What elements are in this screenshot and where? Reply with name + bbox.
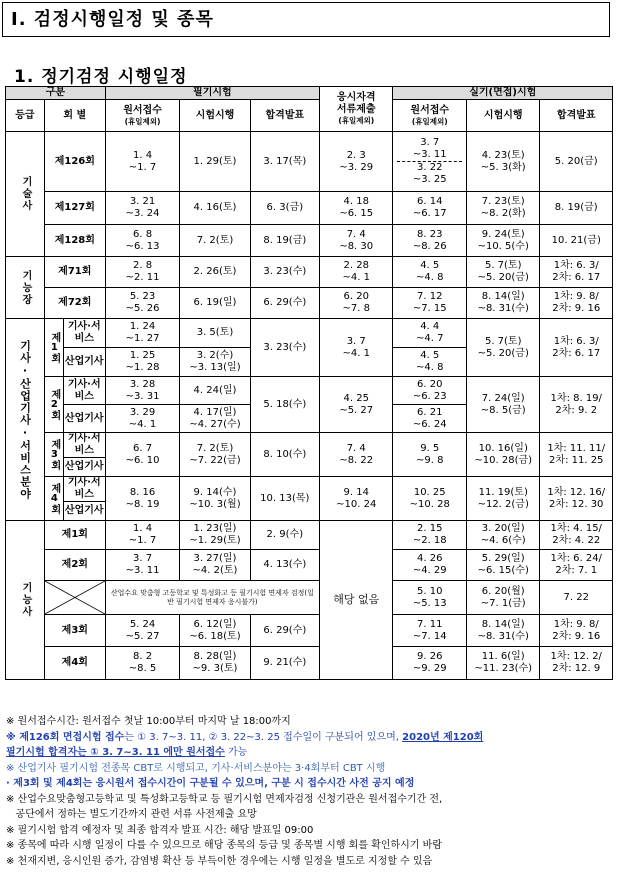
header-pilgi: 필기시험 xyxy=(105,87,319,100)
cell: 8. 19(금) xyxy=(540,192,613,225)
cell: 5. 23 ~5. 26 xyxy=(105,288,180,319)
note-line: ※ 산업수요맞춤형고등학교 및 특성화고등학교 등 필기시험 면제자검정 신청기관은 원서접수기간 전, xyxy=(6,793,443,805)
round-label: 제3회 xyxy=(44,433,63,477)
note-line: 필기시험 합격자는 ① 3. 7~3. 11 에만 원서접수 가능 xyxy=(6,747,248,758)
notes xyxy=(6,714,614,869)
cell: 4. 18 ~6. 15 xyxy=(319,192,393,225)
cell: 2. 15 ~2. 18 xyxy=(393,521,467,550)
table-row xyxy=(6,377,613,405)
cell: 5. 7(토) ~5. 20(금) xyxy=(466,257,540,288)
cell: 9. 24(토) ~10. 5(수) xyxy=(466,225,540,257)
note-line: · 제3회 및 제4회는 응시원서 접수시간이 구분될 수 있으며, 구분 시 접수시간 사전 공지 예정 xyxy=(6,778,415,789)
cell: 4. 26 ~4. 29 xyxy=(393,550,467,581)
cell: 5. 18(수) xyxy=(250,377,319,433)
header-grade: 등급 xyxy=(6,100,45,132)
cell: 10. 13(목) xyxy=(250,477,319,521)
round-label: 제127회 xyxy=(44,192,105,225)
header-s-exam: 시험시행 xyxy=(466,100,540,132)
cell: 8. 28(일) ~9. 3(토) xyxy=(180,647,250,680)
cell: 2. 8 ~2. 11 xyxy=(105,257,180,288)
cell: 7. 2(토) ~7. 22(금) xyxy=(180,433,250,477)
cell: 6. 29(수) xyxy=(250,288,319,319)
cell: 1차: 4. 15/ 2차: 4. 22 xyxy=(540,521,613,550)
note-line: ※ 원서접수시간: 원서접수 첫날 10:00부터 마지막 날 18:00까지 xyxy=(6,716,291,727)
cell: 3. 29 ~4. 1 xyxy=(105,405,180,433)
cell: 11. 19(토) ~12. 2(금) xyxy=(466,477,540,521)
cell: 8. 14(일) ~8. 31(수) xyxy=(466,615,540,647)
cell: 4. 5 ~4. 8 xyxy=(393,348,467,377)
cell: 7. 12 ~7. 15 xyxy=(393,288,467,319)
cell: 6. 3(금) xyxy=(250,192,319,225)
cell: 2. 26(토) xyxy=(180,257,250,288)
note-line: ※ 산업기사 필기시험 전종목 CBT로 시행되고, 기사·서비스분야는 3·4회부터 CBT 시행 xyxy=(6,762,386,774)
cell: 6. 7 ~6. 10 xyxy=(105,433,180,477)
cell: 1. 23(일) ~1. 29(토) xyxy=(180,521,250,550)
table-row xyxy=(6,550,613,581)
round-label: 제71회 xyxy=(44,257,105,288)
crossed-cell xyxy=(44,581,105,615)
round-label: 제1회 xyxy=(44,319,63,377)
note-line: ※ 필기시험 합격 예정자 및 최종 합격자 발표 시간: 해당 발표일 09:00 xyxy=(6,824,314,836)
grade-gineungjang: 기능장 xyxy=(6,257,45,319)
note-line: ※ 제126회 면접시험 접수는 ① 3. 7~3. 11, ② 3. 22~3. 25 접수일이 구분되어 있으며, 2020년 제120회 xyxy=(6,731,484,743)
section-title: Ⅰ. 검정시행일정 및 종목 xyxy=(2,2,610,37)
cell: 해당 없음 xyxy=(319,521,393,680)
cell: 3. 7 ~3. 11 3. 22 ~3. 25 xyxy=(393,132,467,192)
round-label: 제3회 xyxy=(44,615,105,647)
cell: 9. 5 ~9. 8 xyxy=(393,433,467,477)
cell: 1. 24 ~1. 27 xyxy=(105,319,180,348)
cell: 7. 2(토) xyxy=(180,225,250,257)
table-row xyxy=(6,288,613,319)
cell: 1차: 9. 8/ 2차: 9. 16 xyxy=(540,288,613,319)
cell: 4. 5 ~4. 8 xyxy=(393,257,467,288)
note-line: ※ 종목에 따라 시행 일정이 다를 수 있으므로 해당 종목의 등급 및 종목별 시행 회를 확인하시기 바람 xyxy=(6,840,442,851)
cell: 9. 26 ~9. 29 xyxy=(393,647,467,680)
cell: 10. 21(금) xyxy=(540,225,613,257)
cell: 6. 12(일) ~6. 18(토) xyxy=(180,615,250,647)
cell: 2. 9(수) xyxy=(250,521,319,550)
cell: 7. 11 ~7. 14 xyxy=(393,615,467,647)
note-line: ※ 천재지변, 응시인원 증가, 감염병 확산 등 부득이한 경우에는 시행 일정을 별도로 지정할 수 있음 xyxy=(6,855,433,867)
header-apply: 원서접수 (휴일제외) xyxy=(105,100,180,132)
cell: 6. 20(월) ~7. 1(금) xyxy=(466,581,540,615)
round-label: 제4회 xyxy=(44,477,63,521)
grade-gisa: 기사·산업기사·서비스분야 xyxy=(6,319,45,521)
note-line: 공단에서 정하는 별도기간까지 관련 서류 사전제출 요망 xyxy=(6,809,257,820)
cell: 5. 7(토) ~5. 20(금) xyxy=(466,319,540,377)
table-row xyxy=(6,581,613,615)
round-label: 제4회 xyxy=(44,647,105,680)
cell: 10. 16(일) ~10. 28(금) xyxy=(466,433,540,477)
cell: 7. 22 xyxy=(540,581,613,615)
cell: 5. 29(일) ~6. 15(수) xyxy=(466,550,540,581)
round-label: 제126회 xyxy=(44,132,105,192)
cell: 1. 4 ~1. 7 xyxy=(105,132,180,192)
grade-gineungsa: 기능사 xyxy=(6,521,45,680)
cell: 5. 24 ~5. 27 xyxy=(105,615,180,647)
cell: 11. 6(일) ~11. 23(수) xyxy=(466,647,540,680)
cell: 4. 23(토) ~5. 3(화) xyxy=(466,132,540,192)
cell: 7. 4 ~8. 30 xyxy=(319,225,393,257)
header-gubun: 구분 xyxy=(6,87,106,100)
cell: 6. 8 ~6. 13 xyxy=(105,225,180,257)
cell: 1. 4 ~1. 7 xyxy=(105,521,180,550)
cell: 3. 28 ~3. 31 xyxy=(105,377,180,405)
subtype-label: 산업기사 xyxy=(63,458,105,477)
cell: 7. 24(일) ~8. 5(금) xyxy=(466,377,540,433)
cell: 4. 4 ~4. 7 xyxy=(393,319,467,348)
subtype-label: 기사·서비스 xyxy=(63,319,105,348)
subtype-label: 산업기사 xyxy=(63,405,105,433)
cell: 1차: 12. 2/ 2차: 12. 9 xyxy=(540,647,613,680)
cell: 6. 14 ~6. 17 xyxy=(393,192,467,225)
cell: 1차: 9. 8/ 2차: 9. 16 xyxy=(540,615,613,647)
cell: 8. 10(수) xyxy=(250,433,319,477)
cell: 6. 20 ~6. 23 xyxy=(393,377,467,405)
cell: 4. 17(일) ~4. 27(수) xyxy=(180,405,250,433)
header-s-apply: 원서접수 (휴일제외) xyxy=(393,100,467,132)
subtype-label: 산업기사 xyxy=(63,348,105,377)
cell: 10. 25 ~10. 28 xyxy=(393,477,467,521)
cell: 3. 2(수) ~3. 13(일) xyxy=(180,348,250,377)
cell: 9. 14 ~10. 24 xyxy=(319,477,393,521)
cell: 8. 14(일) ~8. 31(수) xyxy=(466,288,540,319)
cell: 1차: 6. 24/ 2차: 7. 1 xyxy=(540,550,613,581)
table-row xyxy=(6,319,613,348)
table-row xyxy=(6,132,613,192)
table-row xyxy=(6,225,613,257)
cell: 3. 7 ~4. 1 xyxy=(319,319,393,377)
round-label: 제2회 xyxy=(44,550,105,581)
cell: 1차: 12. 16/ 2차: 12. 30 xyxy=(540,477,613,521)
subtype-label: 기사·서비스 xyxy=(63,477,105,502)
subtype-label: 기사·서비스 xyxy=(63,433,105,458)
cell: 3. 20(일) ~4. 6(수) xyxy=(466,521,540,550)
sub-title: 1. 정기검정 시행일정 xyxy=(14,67,188,87)
subtype-label: 기사·서비스 xyxy=(63,377,105,405)
cell: 4. 24(일) xyxy=(180,377,250,405)
table-row xyxy=(6,192,613,225)
header-result: 합격발표 xyxy=(250,100,319,132)
cell: 7. 23(토) ~8. 2(화) xyxy=(466,192,540,225)
cell: 7. 4 ~8. 22 xyxy=(319,433,393,477)
round-label: 제2회 xyxy=(44,377,63,433)
cell: 1차: 6. 3/ 2차: 6. 17 xyxy=(540,319,613,377)
cell: 1. 25 ~1. 28 xyxy=(105,348,180,377)
cell: 1차: 11. 11/ 2차: 11. 25 xyxy=(540,433,613,477)
cell: 4. 13(수) xyxy=(250,550,319,581)
cell: 9. 14(수) ~10. 3(월) xyxy=(180,477,250,521)
cell: 3. 21 ~3. 24 xyxy=(105,192,180,225)
cell: 3. 5(토) xyxy=(180,319,250,348)
cell: 3. 17(목) xyxy=(250,132,319,192)
header-exam: 시험시행 xyxy=(180,100,250,132)
header-eligibility: 응시자격 서류제출 (휴일제외) xyxy=(319,87,393,132)
header-silgi: 실기(면접)시험 xyxy=(393,87,613,100)
cell: 3. 7 ~3. 11 xyxy=(105,550,180,581)
header-round: 회 별 xyxy=(44,100,105,132)
cell: 6. 21 ~6. 24 xyxy=(393,405,467,433)
cell: 5. 20(금) xyxy=(540,132,613,192)
exempt-note: 산업수요 맞춤형 고등학교 및 특성화고 등 필기시험 면제자 검정(일반 필기시험 면제자 응시불가) xyxy=(105,581,319,615)
cell: 9. 21(수) xyxy=(250,647,319,680)
round-label: 제72회 xyxy=(44,288,105,319)
grade-gisulsa: 기술사 xyxy=(6,132,45,257)
table-row xyxy=(6,477,613,502)
cell: 6. 19(일) xyxy=(180,288,250,319)
cell: 4. 16(토) xyxy=(180,192,250,225)
table-row xyxy=(6,615,613,647)
table-row xyxy=(6,433,613,458)
cell: 6. 20 ~7. 8 xyxy=(319,288,393,319)
subtype-label: 산업기사 xyxy=(63,502,105,521)
table-row xyxy=(6,647,613,680)
cell: 3. 23(수) xyxy=(250,319,319,377)
cell: 2. 3 ~3. 29 xyxy=(319,132,393,192)
cell: 1차: 8. 19/ 2차: 9. 2 xyxy=(540,377,613,433)
cell: 8. 19(금) xyxy=(250,225,319,257)
cell: 1차: 6. 3/ 2차: 6. 17 xyxy=(540,257,613,288)
cell: 5. 10 ~5. 13 xyxy=(393,581,467,615)
cell: 8. 16 ~8. 19 xyxy=(105,477,180,521)
cell: 1. 29(토) xyxy=(180,132,250,192)
table-row xyxy=(6,521,613,550)
cell: 3. 23(수) xyxy=(250,257,319,288)
header-s-result: 합격발표 xyxy=(540,100,613,132)
cell: 2. 28 ~4. 1 xyxy=(319,257,393,288)
round-label: 제1회 xyxy=(44,521,105,550)
cell: 3. 27(일) ~4. 2(토) xyxy=(180,550,250,581)
cell: 4. 25 ~5. 27 xyxy=(319,377,393,433)
schedule-table xyxy=(5,86,613,680)
round-label: 제128회 xyxy=(44,225,105,257)
cell: 6. 29(수) xyxy=(250,615,319,647)
cell: 8. 2 ~8. 5 xyxy=(105,647,180,680)
cell: 8. 23 ~8. 26 xyxy=(393,225,467,257)
table-row xyxy=(6,257,613,288)
